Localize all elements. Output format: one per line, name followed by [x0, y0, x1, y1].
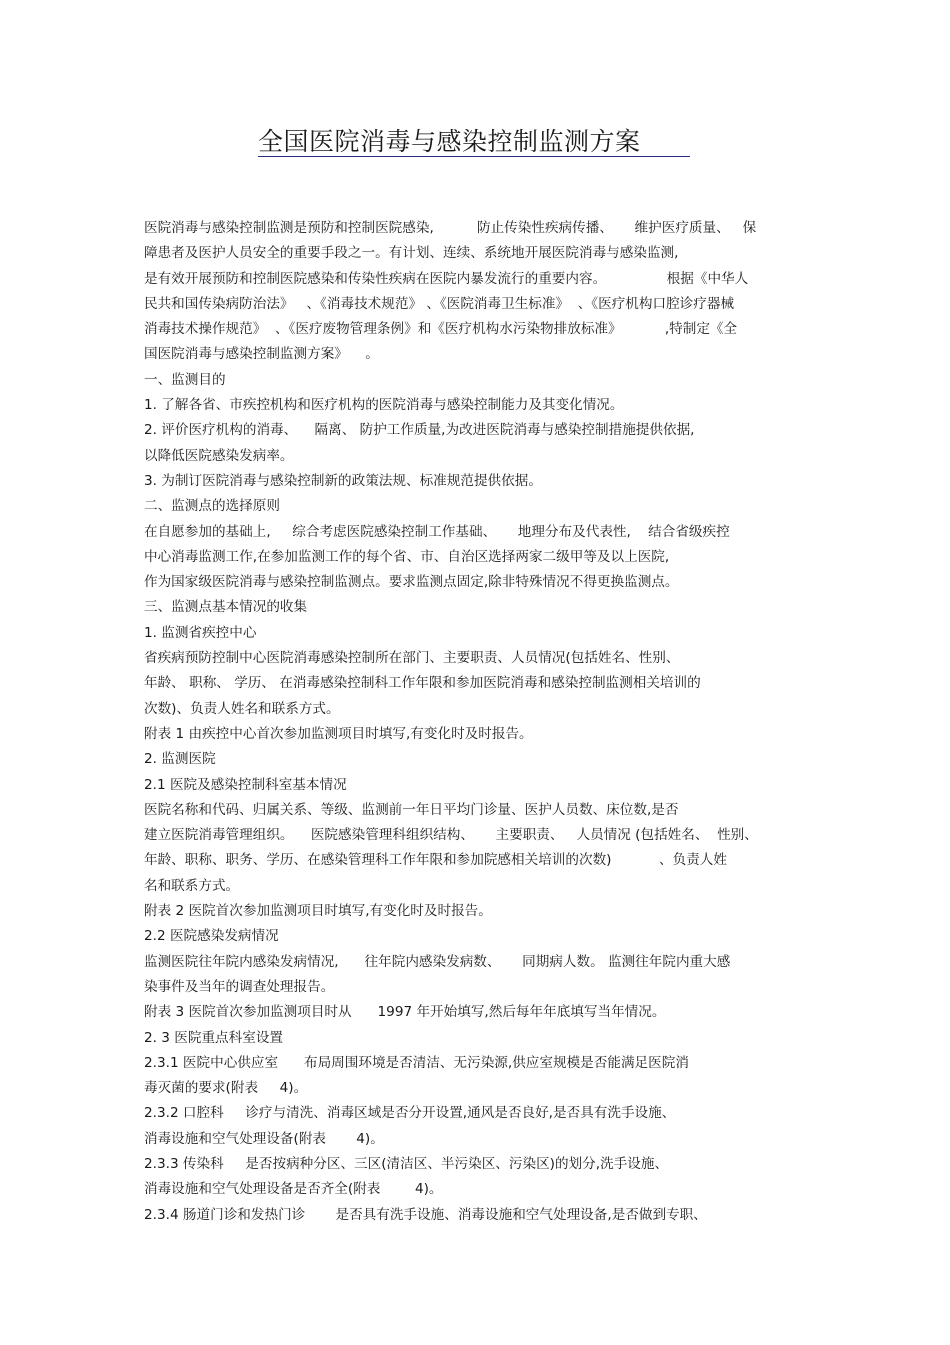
text-line: 省疾病预防控制中心医院消毒感染控制所在部门、主要职责、人员情况(包括姓名、性别、	[144, 650, 680, 667]
text-line: 在自愿参加的基础上, 综合考虑医院感染控制工作基础、 地理分布及代表性, 结合省级疾控	[144, 523, 730, 540]
title-underline	[258, 156, 690, 157]
text-line: 国医院消毒与感染控制监测方案》 。	[144, 346, 379, 363]
text-line: 2.2 医院感染发病情况	[144, 928, 279, 945]
text-line: 2. 3 医院重点科室设置	[144, 1029, 284, 1046]
text-line: 附表 3 医院首次参加监测项目时从 1997 年开始填写,然后每年年底填写当年情况。	[144, 1004, 666, 1021]
text-line: 消毒设施和空气处理设备(附表 4)。	[144, 1130, 384, 1147]
text-line: 障患者及医护人员安全的重要手段之一。有计划、连续、系统地开展医院消毒与感染监测,	[144, 245, 679, 262]
text-line: 以降低医院感染发病率。	[144, 447, 294, 464]
text-line: 三、监测点基本情况的收集	[144, 599, 308, 616]
text-line: 3. 为制订医院消毒与感染控制新的政策法规、标准规范提供依据。	[144, 472, 542, 489]
text-line: 建立医院消毒管理组织。 医院感染管理科组织结构、 主要职责、 人员情况 (包括姓名、 性别、	[144, 827, 758, 844]
text-line: 2.3.3 传染科 是否按病种分区、三区(清洁区、半污染区、污染区)的划分,洗手设施、	[144, 1155, 669, 1172]
text-line: 1. 监测省疾控中心	[144, 624, 257, 641]
text-line: 医院名称和代码、归属关系、等级、监测前一年日平均门诊量、医护人员数、床位数,是否	[144, 801, 679, 818]
document-body	[144, 216, 814, 1228]
text-line: 染事件及当年的调查处理报告。	[144, 978, 335, 995]
text-line: 二、监测点的选择原则	[144, 498, 280, 515]
text-line: 年龄、职称、职务、学历、在感染管理科工作年限和参加院感相关培训的次数) 、负责人姓	[144, 852, 727, 869]
text-line: 2.3.2 口腔科 诊疗与清洗、消毒区域是否分开设置,通风是否良好,是否具有洗手设施、	[144, 1105, 676, 1122]
text-line: 医院消毒与感染控制监测是预防和控制医院感染, 防止传染性疾病传播、 维护医疗质量、 保	[144, 220, 757, 236]
text-line: 一、监测目的	[144, 371, 226, 388]
text-line: 监测医院往年院内感染发病情况, 往年院内感染发病数、 同期病人数。 监测往年院内重大感	[144, 953, 731, 970]
text-line: 2. 评价医疗机构的消毒、 隔离、 防护工作质量,为改进医院消毒与感染控制措施提供依据,	[144, 422, 695, 439]
text-line: 次数)、负责人姓名和联系方式。	[144, 700, 340, 717]
text-line: 附表 2 医院首次参加监测项目时填写,有变化时及时报告。	[144, 903, 492, 920]
text-line: 消毒设施和空气处理设备是否齐全(附表 4)。	[144, 1181, 443, 1198]
text-line: 毒灭菌的要求(附表 4)。	[144, 1080, 308, 1097]
text-line: 消毒技术操作规范》 、《医疗废物管理条例》和《医疗机构水污染物排放标准》 ,特制定《全	[144, 321, 738, 338]
text-line: 是有效开展预防和控制医院感染和传染性疾病在医院内暴发流行的重要内容。 根据《中华人	[144, 270, 749, 287]
text-line: 名和联系方式。	[144, 877, 240, 894]
document-title: 全国医院消毒与感染控制监测方案	[258, 127, 641, 156]
text-line: 2.3.1 医院中心供应室 布局周围环境是否清洁、无污染源,供应室规模是否能满足医院消	[144, 1054, 689, 1071]
text-line: 2.1 医院及感染控制科室基本情况	[144, 776, 347, 793]
text-line: 作为国家级医院消毒与感染控制监测点。要求监测点固定,除非特殊情况不得更换监测点。	[144, 574, 679, 591]
text-line: 附表 1 由疾控中心首次参加监测项目时填写,有变化时及时报告。	[144, 725, 533, 742]
text-line: 年龄、 职称、 学历、 在消毒感染控制科工作年限和参加医院消毒和感染控制监测相关培训的	[144, 675, 701, 692]
text-line: 2. 监测医院	[144, 751, 216, 768]
text-line: 1. 了解各省、市疾控机构和医疗机构的医院消毒与感染控制能力及其变化情况。	[144, 397, 624, 414]
text-line: 民共和国传染病防治法》 、《消毒技术规范》 、《医院消毒卫生标准》 、《医疗机构口腔诊疗器械	[144, 295, 735, 312]
text-line: 2.3.4 肠道门诊和发热门诊 是否具有洗手设施、消毒设施和空气处理设备,是否做到专职、	[144, 1206, 707, 1223]
text-line: 中心消毒监测工作,在参加监测工作的每个省、市、自治区选择两家二级甲等及以上医院,	[144, 548, 670, 565]
